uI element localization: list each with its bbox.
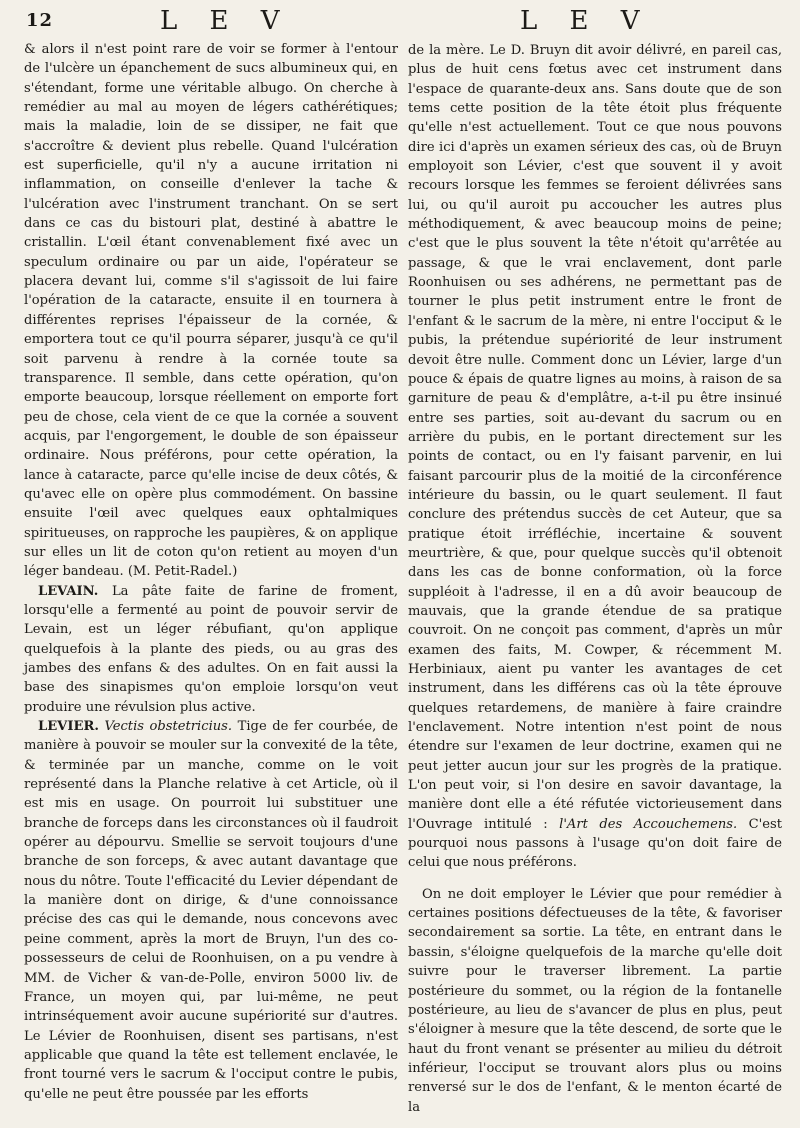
latin-term: Vectis obstetricius. xyxy=(104,719,233,735)
running-head-left: L E V xyxy=(160,6,292,36)
headword-levain: LEVAIN. xyxy=(38,583,99,599)
paragraph-lever-usage: On ne doit employer le Lévier que pour remédier à certaines positions défectueuses de la tête, & favoriser secondairement sa sortie. La tête, en entrant dans le bassin, s'éloigne quelquefois de la marche qu'elle doit suivre pour le traverser librement. La partie postérieure du sommet, ou la région de la fontanelle postérieure, au lieu de s'avancer de plus en plus, peut s'éloigner à mesure que la tête descend, de sorte que le haut du front venant se présenter au milieu du détroit inférieur, l'occiput se trouvant alors plus ou moins renversé sur le dos de l'enfant, & le menton écarté de la xyxy=(408,886,782,1115)
entry-levain-text: La pâte faite de farine de froment, lorsqu'elle a fermenté au point de pouvoir servir de Levain, est un léger rébufiant, qu'on applique quelquefois à la plante des pieds, ou au gras des jambes des enfans & des adultes. On en fait aussi la base des sinapismes qu'on emploie lorsqu'on veut produire une révulsion plus active. xyxy=(24,583,398,715)
left-column xyxy=(24,40,398,1104)
paragraph-text-end: C'est pourquoi nous passons à l'usage qu'on doit faire de celui que nous préférons. xyxy=(408,816,782,871)
entry-levier-text: Tige de fer courbée, de manière à pouvoir se mouler sur la convexité de la tête, & terminée par un manche, comme on le voit représenté dans la Planche relative à cet Article, où il est mis en usage. On pourroit lui substituer une branche de forceps dans les circonstances où il faudroit opérer au dépourvu. Smellie se servoit toujours d'une branche de son forceps, & avec autant davantage que nous du nôtre. Toute l'efficacité du Levier dépendant de la manière dont on dirige, & d'une connoissance précise des cas qui le demande, nous concevons avec peine comment, après la mort de Bruyn, l'un des co-possesseurs de celui de Roonhuisen, on a pu vendre à MM. de Vicher & van-de-Polle, environ 5000 liv. de France, un moyen qui, par lui-même, ne peut intrinséquement avoir aucune supériorité sur d'autres. Le Lévier de Roonhuisen, disent ses partisans, n'est applicable que quand la tête est tellement enclavée, le front tourné vers le sacrum & l'occiput contre le pubis, qu'elle ne peut être poussée par les efforts xyxy=(24,719,398,1102)
paragraph-bruyn-continuation xyxy=(408,41,782,873)
entry-levier xyxy=(24,717,398,1104)
book-title: l'Art des Accouchemens. xyxy=(559,816,738,832)
page-header xyxy=(0,6,800,40)
headword-levier: LEVIER. xyxy=(38,719,99,735)
running-head-right: L E V xyxy=(520,6,652,36)
paragraph-text: de la mère. Le D. Bruyn dit avoir délivré, en pareil cas, plus de huit cens fœtus avec cet instrument dans l'espace de quarante-deux ans. Sans doute que de son tems cette position de la tête étoit plus fréquente qu'elle n'est actuellement. Tout ce que nous pouvons dire ici d'après un examen sérieux des cas, où de Bruyn employoit son Lévier, c'est que souvent il y avoit recours lorsque les femmes se feroient délivrées sans lui, ou qu'il auroit pu accoucher les autres plus méthodiquement, & avec beaucoup moins de peine; c'est que le plus souvent la tête n'étoit qu'arrêtée au passage, & que le vrai enclavement, dont parle Roonhuisen ou ses adhérens, ne permettant pas de tourner le plus petit instrument entre le front de l'enfant & le sacrum de la mère, ni entre l'occiput & le pubis, la prétendue supériorité de leur instrument devoit être nulle. Comment donc un Lévier, large d'un pouce & épais de quatre lignes au moins, à raison de sa garniture de peau & d'emplâtre, a-t-il pu être insinué entre ses parties, soit au-devant du sacrum ou en arrière du pubis, en le portant directement sur les points de contact, ou en l'y faisant parvenir, en lui faisant parcourir plus de la moitié de la circonférence intérieure du bassin, ou le quart seulement. Il faut conclure des prétendus succès de cet Auteur, que sa pratique étoit irréfléchie, incertaine & souvent meurtrière, & que, pour quelque succès qu'il obtenoit dans les cas de bonne conformation, où la force suppléoit à l'adresse, il en a dû avoir beaucoup de mauvais, que la grande étendue de sa pratique couvroit. On ne conçoit pas comment, d'après un mûr examen des faits, M. Cowper, & récemment M. Herbiniaux, aient pu vanter les avantages de cet instrument, dans les différens cas où la tête éprouve quelques retardemens, de manière à faire craindre l'enclavement. Notre intention n'est point de nous étendre sur l'examen de leur doctrine, examen qui ne peut jetter aucun jour sur les progrès de la pratique. L'on peut voir, si l'on desire en savoir davantage, la manière dont elle a été réfutée victorieusement dans l'Ouvrage intitulé : xyxy=(408,43,782,832)
page-number: 12 xyxy=(26,10,54,31)
author-signature: (M. Petit-Radel.) xyxy=(127,564,238,580)
paragraph-text: & alors il n'est point rare de voir se former à l'entour de l'ulcère un épanchement de sucs albumineux qui, en s'étendant, forme une véritable albugo. On cherche à remédier au mal au moyen de légers cathérétiques; mais la maladie, loin de se dissiper, ne fait que s'accroître & devient plus rebelle. Quand l'ulcération est superficielle, qu'il n'y a aucune irritation ni inflammation, on conseille d'enlever la tache & l'ulcération avec l'instrument tranchant. On se sert dans ce cas du bistouri plat, destiné à abattre le cristallin. L'œil étant convenablement fixé avec un speculum ordinaire ou par un aide, l'opérateur se placera devant lui, comme s'il s'agissoit de lui faire l'opération de la cataracte, ensuite il en tournera à différentes reprises l'épaisseur de la cornée, & emportera tout ce qu'il pourra séparer, jusqu'à ce qu'il soit parvenu à rendre à la cornée toute sa transparence. Il semble, dans cette opération, qu'on emporte beaucoup, lorsque réellement on emporte fort peu de chose, cela vient de ce que la cornée a souvent acquis, par l'engorgement, le double de son épaisseur ordinaire. Nous préférons, pour cette opération, la lance à cataracte, parce qu'elle incise de deux côtés, & qu'avec elle on opère plus commodément. On bassine ensuite l'œil avec quelques eaux ophtalmiques spiritueuses, on rapproche les paupières, & on applique sur elles un lit de coton qu'on retient au moyen d'un léger bandeau. xyxy=(24,42,398,580)
paragraph-ulcer-treatment xyxy=(24,40,398,582)
entry-levain xyxy=(24,582,398,717)
right-column xyxy=(408,41,782,1117)
